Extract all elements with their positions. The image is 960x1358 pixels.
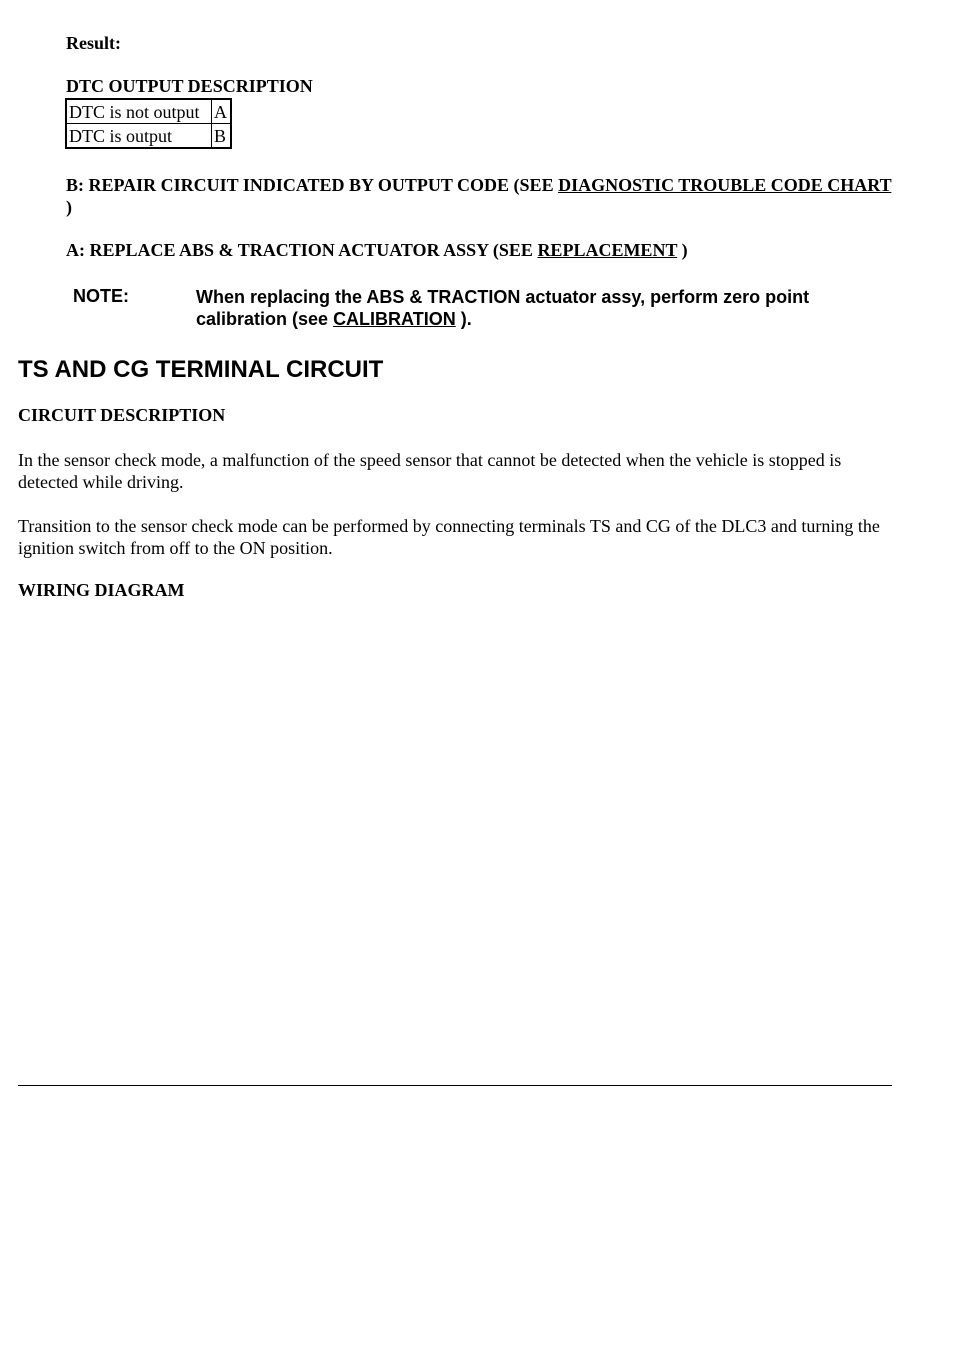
calibration-link[interactable]: CALIBRATION xyxy=(333,309,456,329)
dtc-row-description: DTC is not output xyxy=(66,99,212,124)
replacement-link[interactable]: REPLACEMENT xyxy=(537,240,678,260)
dtc-row-code: A xyxy=(212,99,232,124)
note-suffix: ). xyxy=(455,309,472,329)
circuit-paragraph-1: In the sensor check mode, a malfunction of the speed sensor that cannot be detected when the vehicle is stopped is detected while driving. xyxy=(18,450,842,492)
table-row xyxy=(66,124,231,149)
circuit-paragraph-2: Transition to the sensor check mode can be performed by connecting terminals TS and CG of the DLC3 and turning the ignition switch from off to the ON position. xyxy=(18,516,880,558)
bottom-divider xyxy=(18,1085,892,1086)
dtc-output-table xyxy=(65,98,232,149)
action-a-text xyxy=(66,240,688,261)
action-b-prefix: B: REPAIR CIRCUIT INDICATED BY OUTPUT CODE (SEE xyxy=(66,175,559,195)
diagnostic-trouble-code-chart-link[interactable]: DIAGNOSTIC TROUBLE CODE CHART xyxy=(558,175,892,195)
action-a-prefix: A: REPLACE ABS & TRACTION ACTUATOR ASSY (SEE xyxy=(66,240,538,260)
result-label: Result: xyxy=(66,33,121,53)
dtc-output-heading: DTC OUTPUT DESCRIPTION xyxy=(66,76,313,96)
dtc-row-code: B xyxy=(212,124,232,149)
section-title: TS AND CG TERMINAL CIRCUIT xyxy=(18,356,384,383)
note-prefix: When replacing the ABS & TRACTION actuator assy, perform zero point calibration (see xyxy=(196,287,810,329)
action-b-suffix: ) xyxy=(66,197,72,217)
dtc-row-description: DTC is output xyxy=(66,124,212,149)
action-b-text xyxy=(66,174,896,218)
action-a-suffix: ) xyxy=(677,240,688,260)
table-row xyxy=(66,99,231,124)
wiring-diagram-heading: WIRING DIAGRAM xyxy=(18,580,185,600)
note-label: NOTE: xyxy=(73,286,129,306)
circuit-description-heading: CIRCUIT DESCRIPTION xyxy=(18,405,226,425)
note-text xyxy=(196,286,876,330)
